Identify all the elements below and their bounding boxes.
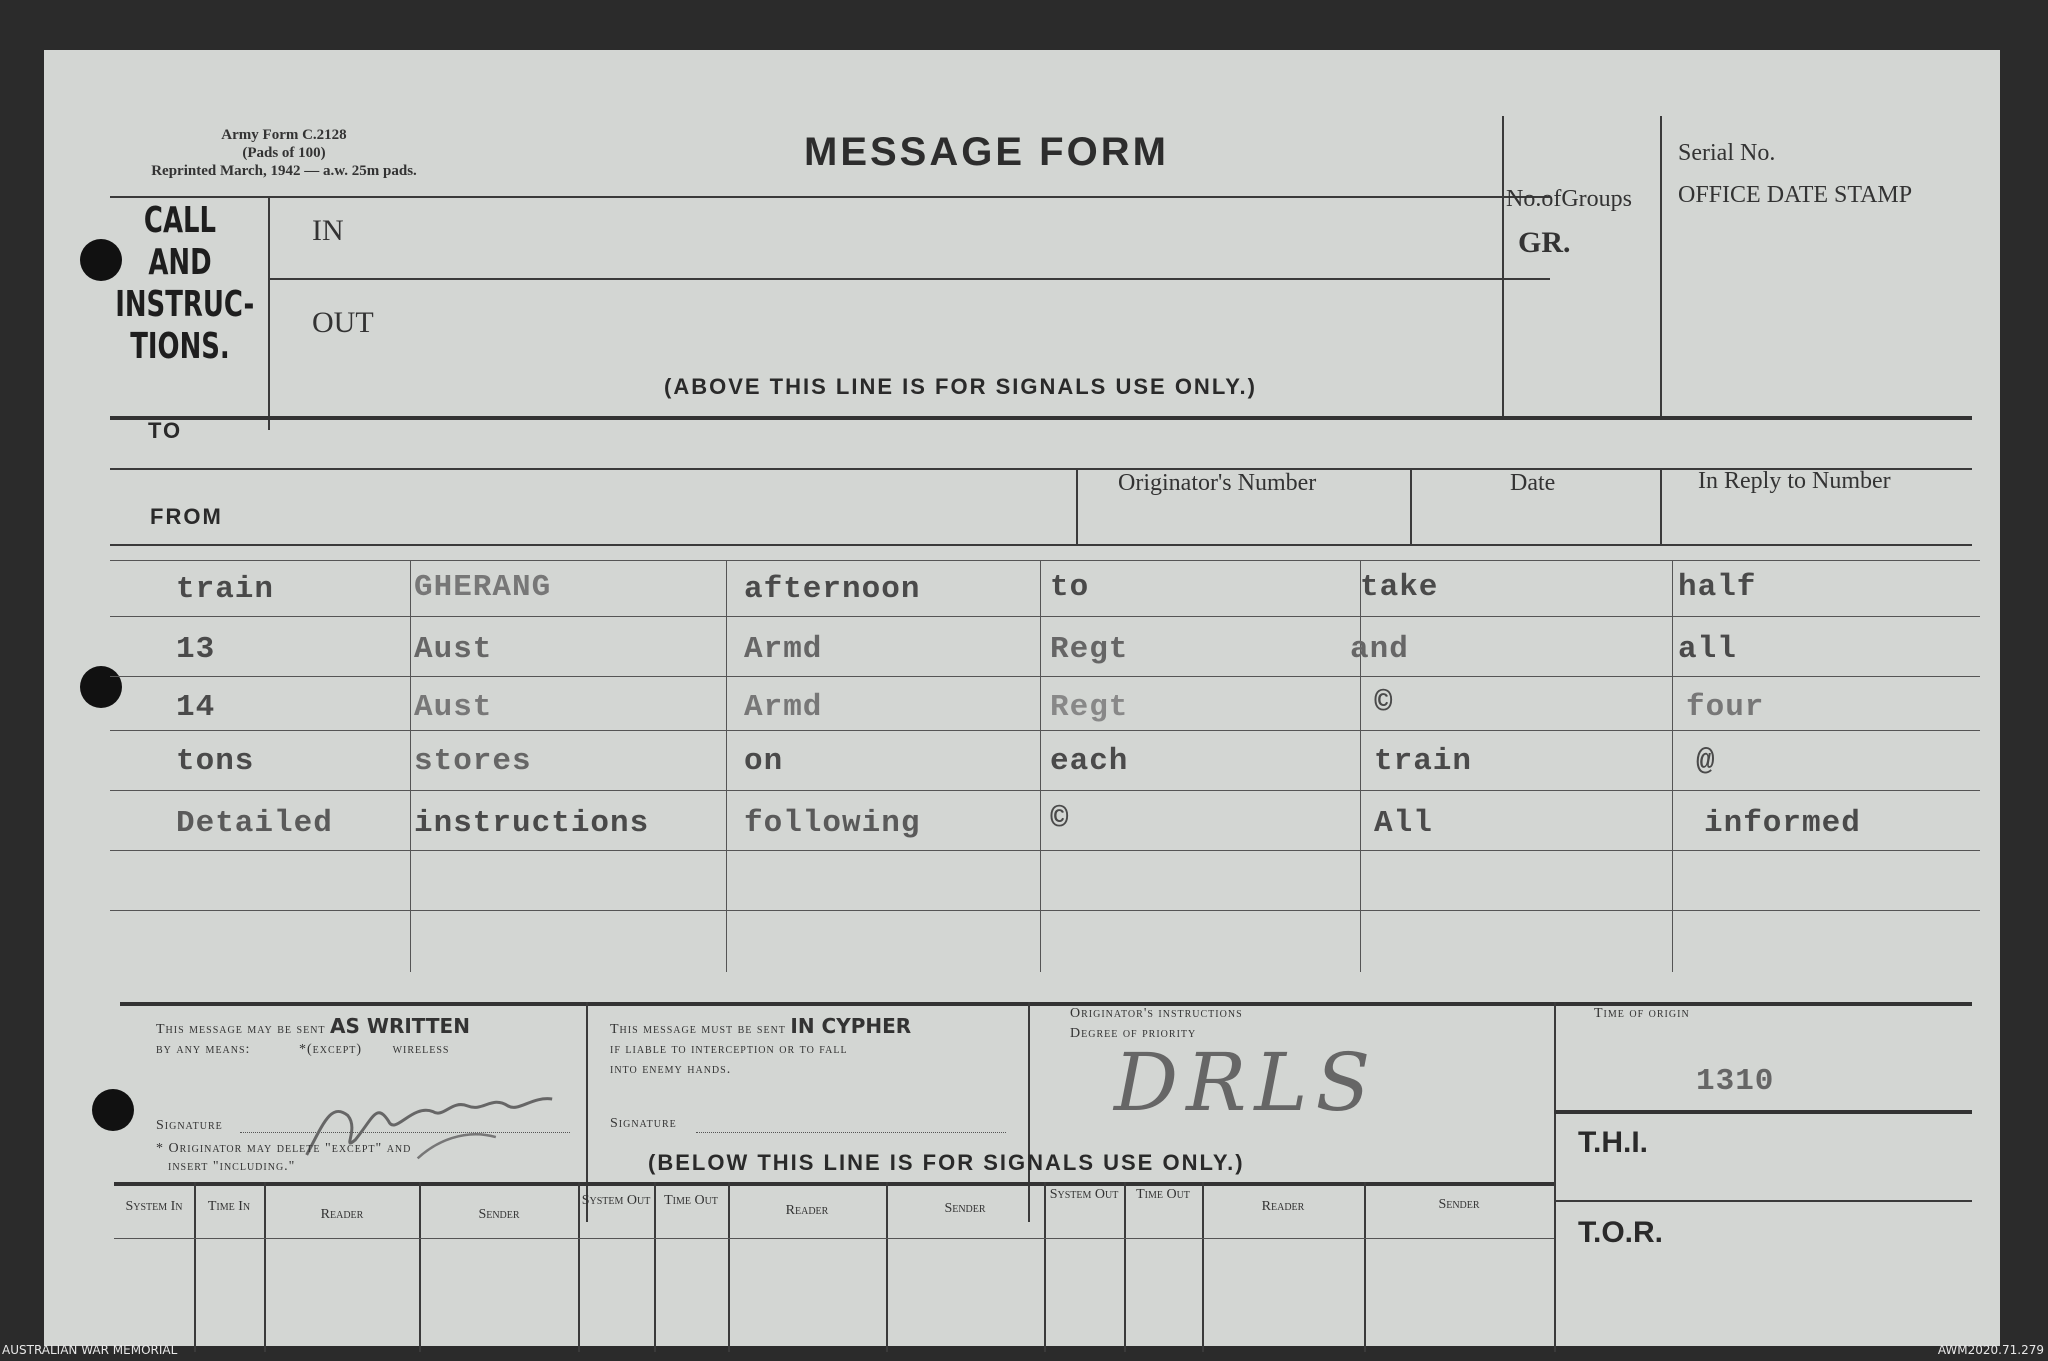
message-word: Armd	[744, 632, 823, 667]
message-word: train	[1374, 744, 1473, 779]
message-word: 14	[176, 690, 216, 725]
originator-delete-note: * Originator may delete "except" and insert "including."	[156, 1141, 412, 1174]
from-label: FROM	[150, 504, 223, 529]
message-word: ©	[1374, 686, 1394, 721]
form-title: MESSAGE FORM	[804, 130, 1169, 174]
tbl-head: Sender	[944, 1201, 986, 1216]
message-word: 13	[176, 632, 216, 667]
message-word: Aust	[414, 632, 493, 667]
originator-number-label: Originator's Number	[1118, 470, 1317, 496]
tbl-head: System Out	[1049, 1187, 1119, 1202]
time-of-origin-value: 1310	[1696, 1064, 1775, 1099]
message-word: ©	[1050, 802, 1070, 837]
message-word: following	[744, 806, 921, 841]
punch-hole	[92, 1089, 134, 1131]
message-word: instructions	[414, 806, 650, 841]
message-word: afternoon	[744, 572, 921, 607]
message-word: All	[1374, 806, 1433, 841]
message-word: Armd	[744, 690, 823, 725]
tor-label: T.O.R.	[1578, 1216, 1664, 1249]
message-word: on	[744, 744, 784, 779]
tbl-head: Time Out	[664, 1193, 718, 1208]
groups-label: No.ofGroups	[1506, 186, 1632, 212]
message-word: all	[1678, 632, 1737, 667]
serial-no-label: Serial No.	[1678, 140, 1776, 166]
tbl-head: Sender	[1438, 1197, 1480, 1212]
tbl-head: Time Out	[1136, 1187, 1190, 1202]
priority-handwritten: DRLS	[1114, 1036, 1379, 1129]
thi-label: T.H.I.	[1578, 1126, 1649, 1159]
punch-hole	[80, 666, 122, 708]
message-word: and	[1350, 632, 1409, 667]
message-word: Detailed	[176, 806, 333, 841]
office-date-stamp-label: OFFICE DATE STAMP	[1678, 182, 1913, 208]
tbl-head: Reader	[1261, 1199, 1305, 1214]
signals-below-notice: (BELOW THIS LINE IS FOR SIGNALS USE ONLY.)	[648, 1150, 1245, 1175]
archive-id: AWM2020.71.279	[1937, 1343, 2044, 1357]
message-word: GHERANG	[414, 570, 552, 605]
tbl-head: Sender	[478, 1207, 520, 1222]
tbl-head: System In	[125, 1199, 183, 1214]
signature-label-2: Signature	[610, 1116, 677, 1131]
message-word: informed	[1704, 806, 1861, 841]
message-word: tons	[176, 744, 255, 779]
call-and-instructions-label: CALL AND INSTRUC- TIONS.	[115, 200, 255, 367]
groups-value: GR.	[1518, 226, 1571, 259]
army-form-number: Army Form C.2128 (Pads of 100) Reprinted March, 1942 — a.w. 25m pads.	[151, 127, 417, 179]
date-label: Date	[1510, 470, 1556, 496]
originator-instructions-label: Originator's instructions Degree of priority	[1070, 1006, 1243, 1041]
tbl-head: Reader	[320, 1207, 364, 1222]
out-label: OUT	[312, 306, 374, 339]
signature-label: Signature	[156, 1118, 223, 1133]
message-word: to	[1050, 570, 1090, 605]
signals-above-notice: (ABOVE THIS LINE IS FOR SIGNALS USE ONLY.)	[664, 374, 1257, 399]
reply-to-number-label: In Reply to Number	[1698, 468, 1891, 494]
cypher-instructions: This message must be sent IN CYPHER if liable to interception or to fall into enemy hands.	[610, 1014, 912, 1077]
to-label: TO	[148, 418, 183, 443]
message-word: @	[1696, 744, 1716, 779]
message-word: each	[1050, 744, 1129, 779]
message-word: take	[1360, 570, 1439, 605]
message-form-paper	[44, 50, 2000, 1346]
tbl-head: Time In	[207, 1199, 251, 1214]
message-word: stores	[414, 744, 532, 779]
message-word: train	[176, 572, 275, 607]
tbl-head: System Out	[581, 1193, 651, 1208]
in-label: IN	[312, 214, 344, 247]
message-word: Aust	[414, 690, 493, 725]
time-of-origin-label: Time of origin	[1594, 1006, 1690, 1021]
as-written-instructions: This message may be sent AS WRITTEN by any means: *(except) wireless	[156, 1014, 470, 1057]
archive-label: AUSTRALIAN WAR MEMORIAL	[2, 1343, 178, 1357]
message-word: Regt	[1050, 632, 1129, 667]
message-word: Regt	[1050, 690, 1129, 725]
tbl-head: Reader	[785, 1203, 829, 1218]
message-word: half	[1678, 570, 1757, 605]
message-word: four	[1686, 690, 1765, 725]
